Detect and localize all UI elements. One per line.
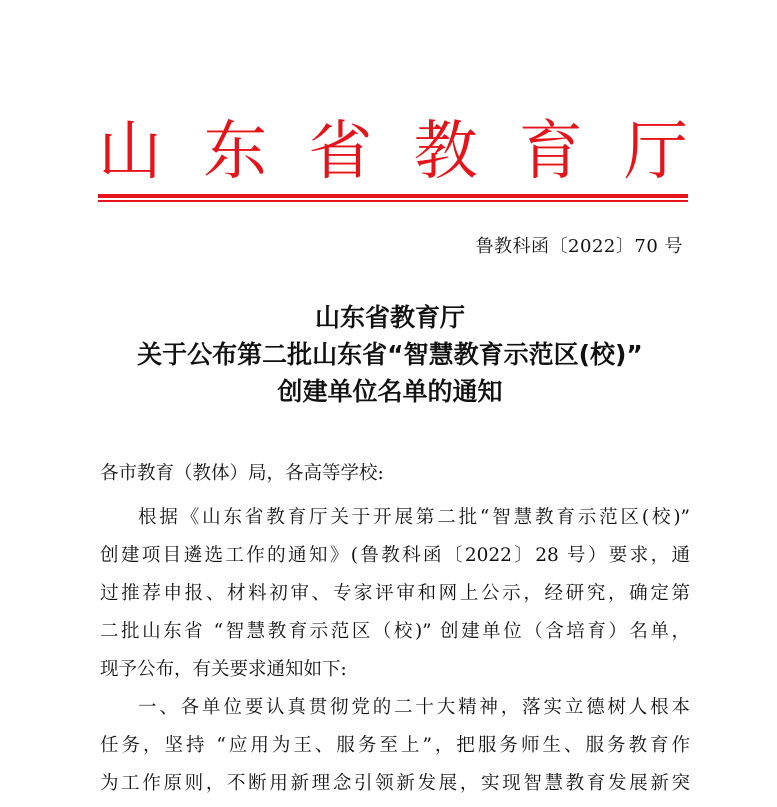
letterhead-char: 厅 [623, 115, 688, 189]
letterhead-char: 育 [518, 115, 583, 189]
paragraph-line: 为工作原则，不断用新理念引领新发展，实现智慧教育发展新突 [100, 773, 690, 794]
salutation: 各市教育（教体）局，各高等学校: [100, 463, 384, 484]
paragraph-line: 过推荐申报、材料初审、专家评审和网上公示，经研究，确定第 [100, 583, 690, 604]
letterhead-divider-thick [98, 194, 688, 198]
document-number: 鲁教科函〔2022〕70 号 [475, 236, 683, 257]
letterhead-char: 省 [308, 115, 373, 189]
paragraph-line: 根据《山东省教育厅关于开展第二批“智慧教育示范区(校)” [138, 507, 690, 528]
document-title-line-1: 山东省教育厅 [314, 303, 465, 332]
letterhead-char: 山 [98, 115, 162, 189]
paragraph-line: 一、各单位要认真贯彻党的二十大精神，落实立德树人根本 [138, 697, 690, 718]
paragraph-line: 二批山东省 “智慧教育示范区（校)” 创建单位（含培育）名单， [100, 621, 690, 642]
paragraph-line: 任务，坚持 “应用为王、服务至上”，把服务师生、服务教育作 [100, 735, 690, 756]
paragraph-line: 现予公布，有关要求通知如下: [100, 659, 347, 680]
letterhead-char: 教 [413, 115, 478, 189]
letterhead-title [98, 112, 688, 192]
document-title-line-3: 创建单位名单的通知 [277, 377, 503, 406]
letterhead-char: 东 [203, 115, 268, 189]
letterhead-divider-thin [98, 200, 688, 202]
document-title-line-2: 关于公布第二批山东省“智慧教育示范区(校)” [137, 340, 643, 369]
paragraph-line: 创建项目遴选工作的通知》(鲁教科函〔2022〕28 号）要求，通 [100, 545, 690, 566]
